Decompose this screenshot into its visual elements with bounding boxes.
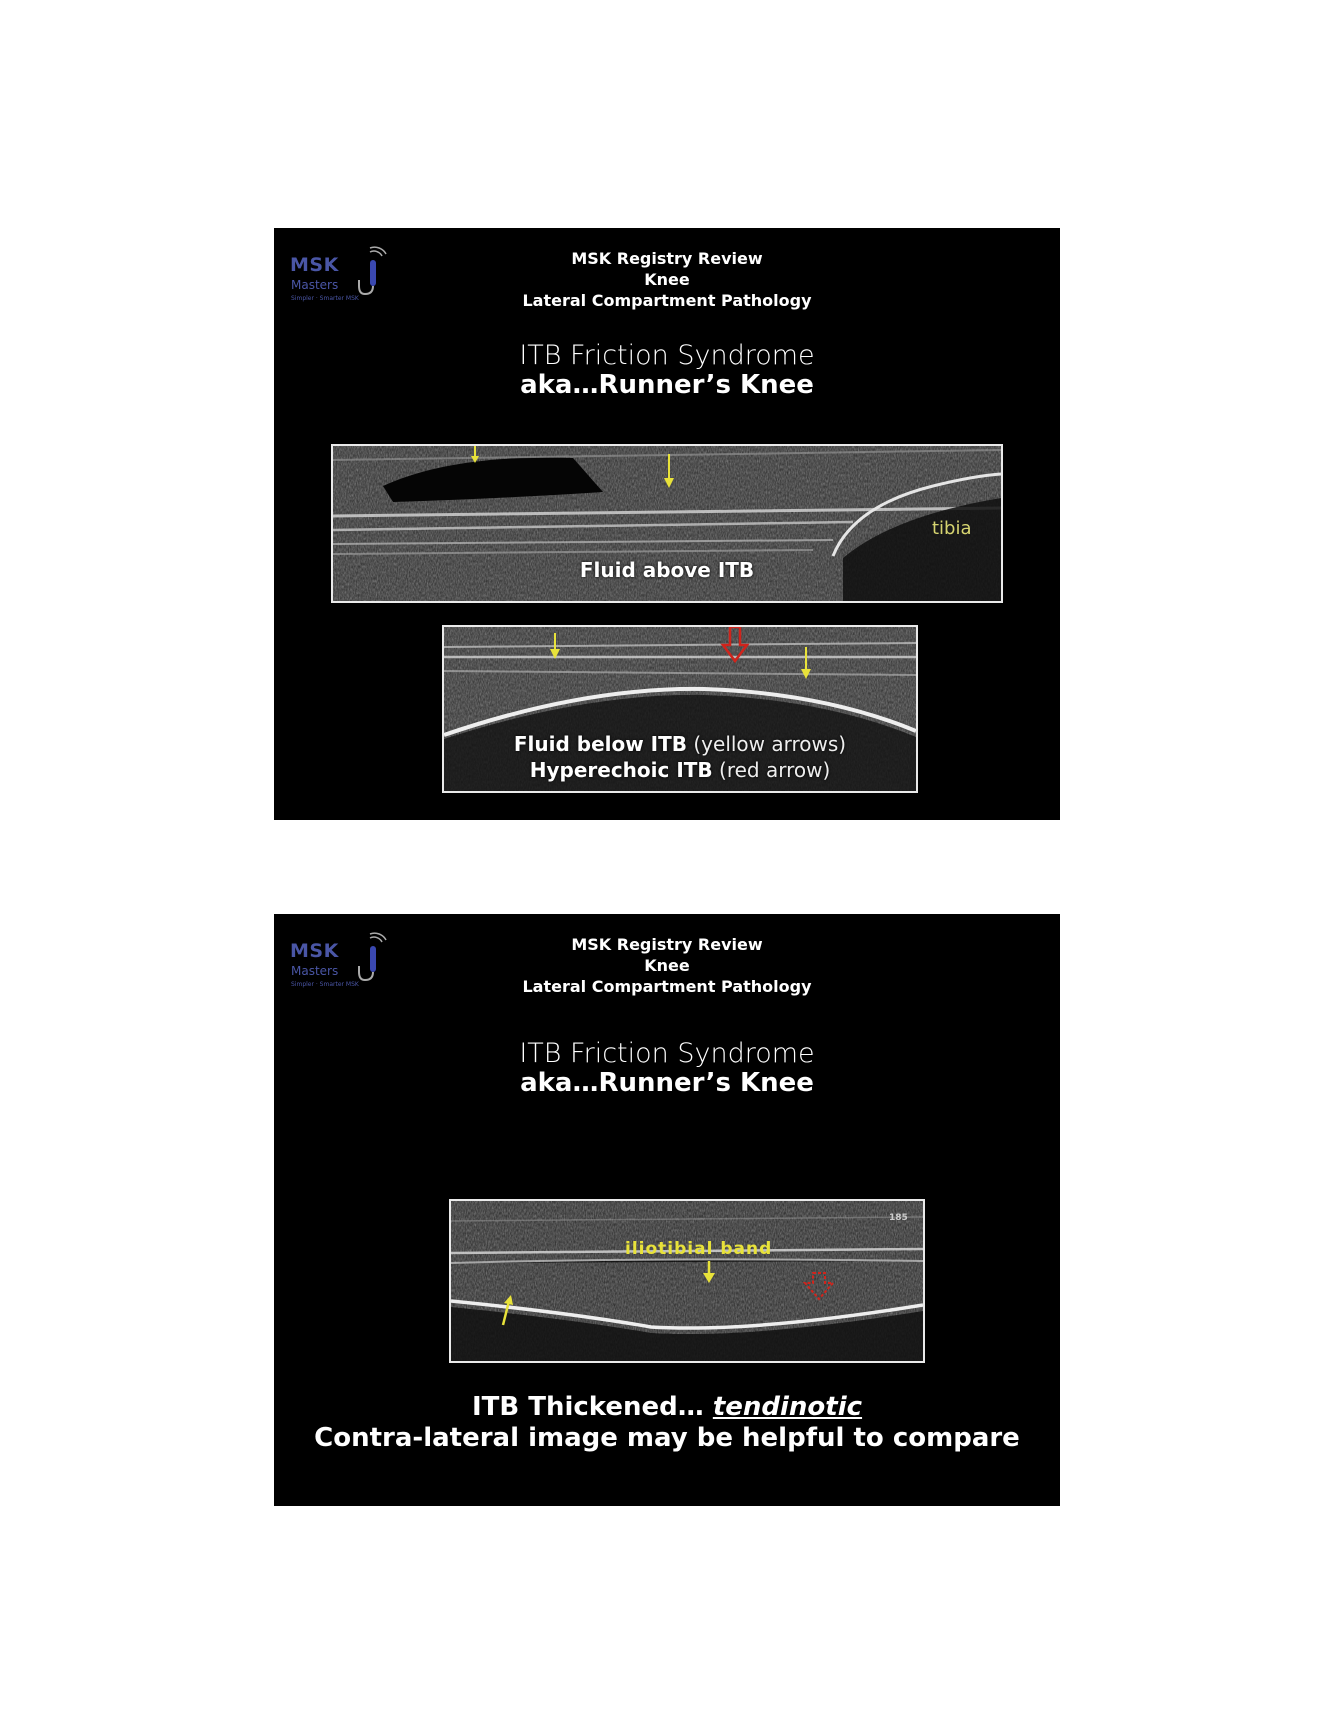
caption-text: Fluid above ITB [579, 558, 755, 582]
conclusion-plain: ITB Thickened… [471, 1392, 713, 1422]
header-line-1: MSK Registry Review [571, 935, 763, 954]
slide-subtitle: aka…Runner’s Knee [520, 370, 814, 400]
caption-bold-1: Fluid below ITB [513, 732, 688, 756]
header-line-2: Knee [644, 270, 690, 289]
caption-bold-2: Hyperechoic ITB [529, 758, 713, 782]
ultrasound-image-fluid-below [442, 625, 918, 793]
tibia-label: tibia [932, 518, 972, 539]
logo-msk-text: MSK [290, 940, 339, 962]
slide-subtitle: aka…Runner’s Knee [520, 1068, 814, 1098]
caption-line-1 [444, 731, 916, 757]
image-caption [444, 731, 916, 783]
slide-header [274, 934, 1060, 997]
header-line-1: MSK Registry Review [571, 249, 763, 268]
header-line-2: Knee [644, 956, 690, 975]
caption-thin-2: (red arrow) [719, 758, 831, 782]
conclusion-emphasis: tendinotic [712, 1392, 863, 1422]
ultrasound-image-iliotibial-band [449, 1199, 925, 1363]
caption-thin-1: (yellow arrows) [693, 732, 847, 756]
ultrasound-image-fluid-above [331, 444, 1003, 603]
logo-tagline: Simpler · Smarter MSK [291, 981, 359, 988]
logo-msk-text: MSK [290, 254, 339, 276]
slide-header [274, 248, 1060, 311]
logo-masters-text: Masters [291, 964, 339, 978]
slide-title: ITB Friction Syndrome [519, 1038, 815, 1069]
image-caption [333, 558, 1001, 582]
caption-line-2 [444, 757, 916, 783]
header-line-3: Lateral Compartment Pathology [522, 977, 812, 996]
slide-1 [274, 228, 1060, 820]
slide-title: ITB Friction Syndrome [519, 340, 815, 371]
slide-2 [274, 914, 1060, 1506]
conclusion-line-1 [274, 1392, 1060, 1423]
iliotibial-band-label: iliotibial band [625, 1239, 773, 1259]
conclusion-line-2: Contra-lateral image may be helpful to compare [314, 1423, 1020, 1453]
ultrasound-scan-graphic [451, 1201, 923, 1361]
logo-masters-text: Masters [291, 278, 339, 292]
logo-tagline: Simpler · Smarter MSK [291, 295, 359, 302]
scale-marker: 185 [889, 1213, 908, 1223]
slide-conclusion [274, 1392, 1060, 1454]
header-line-3: Lateral Compartment Pathology [522, 291, 812, 310]
